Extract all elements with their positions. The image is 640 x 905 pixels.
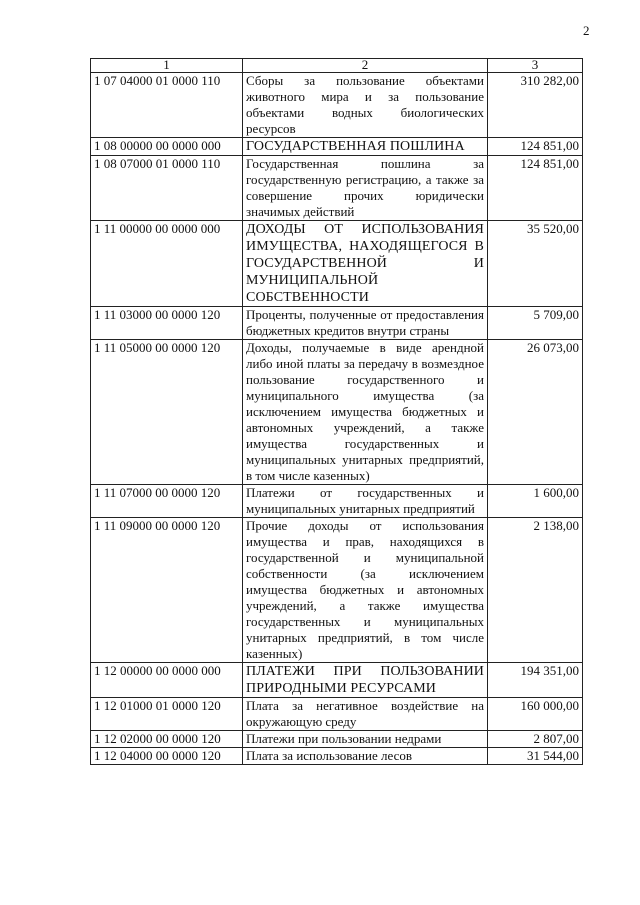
amount-cell: 5 709,00 bbox=[488, 307, 583, 340]
revenue-name-cell: Доходы, получаемые в виде арендной либо иной платы за передачу в возмездное пользование государственного и муниципального имущества (за исключением имущества бюджетных и автономных учреждений, а также имущества государственных и муниципальных унитарных предприятий, в том числе казенных) bbox=[243, 340, 488, 485]
amount-cell: 1 600,00 bbox=[488, 485, 583, 518]
revenue-name-cell: Платежи от государственных и муниципальных унитарных предприятий bbox=[243, 485, 488, 518]
column-header-amount: 3 bbox=[488, 59, 583, 73]
budget-code-cell: 1 12 01000 01 0000 120 bbox=[91, 698, 243, 731]
table-header-row bbox=[91, 59, 583, 73]
table-row bbox=[91, 731, 583, 748]
amount-cell: 160 000,00 bbox=[488, 698, 583, 731]
revenue-table bbox=[90, 58, 583, 765]
table-row bbox=[91, 156, 583, 221]
table-row bbox=[91, 138, 583, 156]
amount-cell: 310 282,00 bbox=[488, 73, 583, 138]
table-row bbox=[91, 663, 583, 698]
column-header-name: 2 bbox=[243, 59, 488, 73]
amount-cell: 194 351,00 bbox=[488, 663, 583, 698]
amount-cell: 2 138,00 bbox=[488, 518, 583, 663]
budget-code-cell: 1 08 00000 00 0000 000 bbox=[91, 138, 243, 156]
column-header-code: 1 bbox=[91, 59, 243, 73]
budget-code-cell: 1 11 03000 00 0000 120 bbox=[91, 307, 243, 340]
amount-cell: 124 851,00 bbox=[488, 138, 583, 156]
table-row bbox=[91, 340, 583, 485]
budget-code-cell: 1 08 07000 01 0000 110 bbox=[91, 156, 243, 221]
revenue-name-cell: Прочие доходы от использования имущества и прав, находящихся в государственной и муниципальной собственности (за исключением имущества бюджетных и автономных учреждений, а также имущества государственных и муниципальных унитарных предприятий, в том числе казенных) bbox=[243, 518, 488, 663]
budget-code-cell: 1 11 05000 00 0000 120 bbox=[91, 340, 243, 485]
table-row bbox=[91, 748, 583, 765]
budget-code-cell: 1 12 04000 00 0000 120 bbox=[91, 748, 243, 765]
revenue-name-cell: Проценты, полученные от предоставления бюджетных кредитов внутри страны bbox=[243, 307, 488, 340]
budget-code-cell: 1 12 00000 00 0000 000 bbox=[91, 663, 243, 698]
amount-cell: 124 851,00 bbox=[488, 156, 583, 221]
revenue-name-cell: ГОСУДАРСТВЕННАЯ ПОШЛИНА bbox=[243, 138, 488, 156]
page-number: 2 bbox=[583, 23, 590, 38]
revenue-name-cell: ПЛАТЕЖИ ПРИ ПОЛЬЗОВАНИИ ПРИРОДНЫМИ РЕСУРСАМИ bbox=[243, 663, 488, 698]
revenue-name-cell: Плата за негативное воздействие на окружающую среду bbox=[243, 698, 488, 731]
budget-code-cell: 1 11 09000 00 0000 120 bbox=[91, 518, 243, 663]
revenue-name-cell: ДОХОДЫ ОТ ИСПОЛЬЗОВАНИЯ ИМУЩЕСТВА, НАХОДЯЩЕГОСЯ В ГОСУДАРСТВЕННОЙ И МУНИЦИПАЛЬНОЙ СОБСТВЕННОСТИ bbox=[243, 221, 488, 307]
amount-cell: 2 807,00 bbox=[488, 731, 583, 748]
table-row bbox=[91, 221, 583, 307]
table-row bbox=[91, 485, 583, 518]
budget-code-cell: 1 12 02000 00 0000 120 bbox=[91, 731, 243, 748]
budget-code-cell: 1 07 04000 01 0000 110 bbox=[91, 73, 243, 138]
amount-cell: 26 073,00 bbox=[488, 340, 583, 485]
revenue-name-cell: Государственная пошлина за государственную регистрацию, а также за совершение прочих юридически значимых действий bbox=[243, 156, 488, 221]
table-row bbox=[91, 518, 583, 663]
table-row bbox=[91, 698, 583, 731]
revenue-name-cell: Плата за использование лесов bbox=[243, 748, 488, 765]
table-row bbox=[91, 73, 583, 138]
revenue-name-cell: Сборы за пользование объектами животного мира и за пользование объектами водных биологических ресурсов bbox=[243, 73, 488, 138]
budget-code-cell: 1 11 07000 00 0000 120 bbox=[91, 485, 243, 518]
amount-cell: 31 544,00 bbox=[488, 748, 583, 765]
table-row bbox=[91, 307, 583, 340]
budget-code-cell: 1 11 00000 00 0000 000 bbox=[91, 221, 243, 307]
table-body bbox=[91, 73, 583, 765]
revenue-name-cell: Платежи при пользовании недрами bbox=[243, 731, 488, 748]
amount-cell: 35 520,00 bbox=[488, 221, 583, 307]
